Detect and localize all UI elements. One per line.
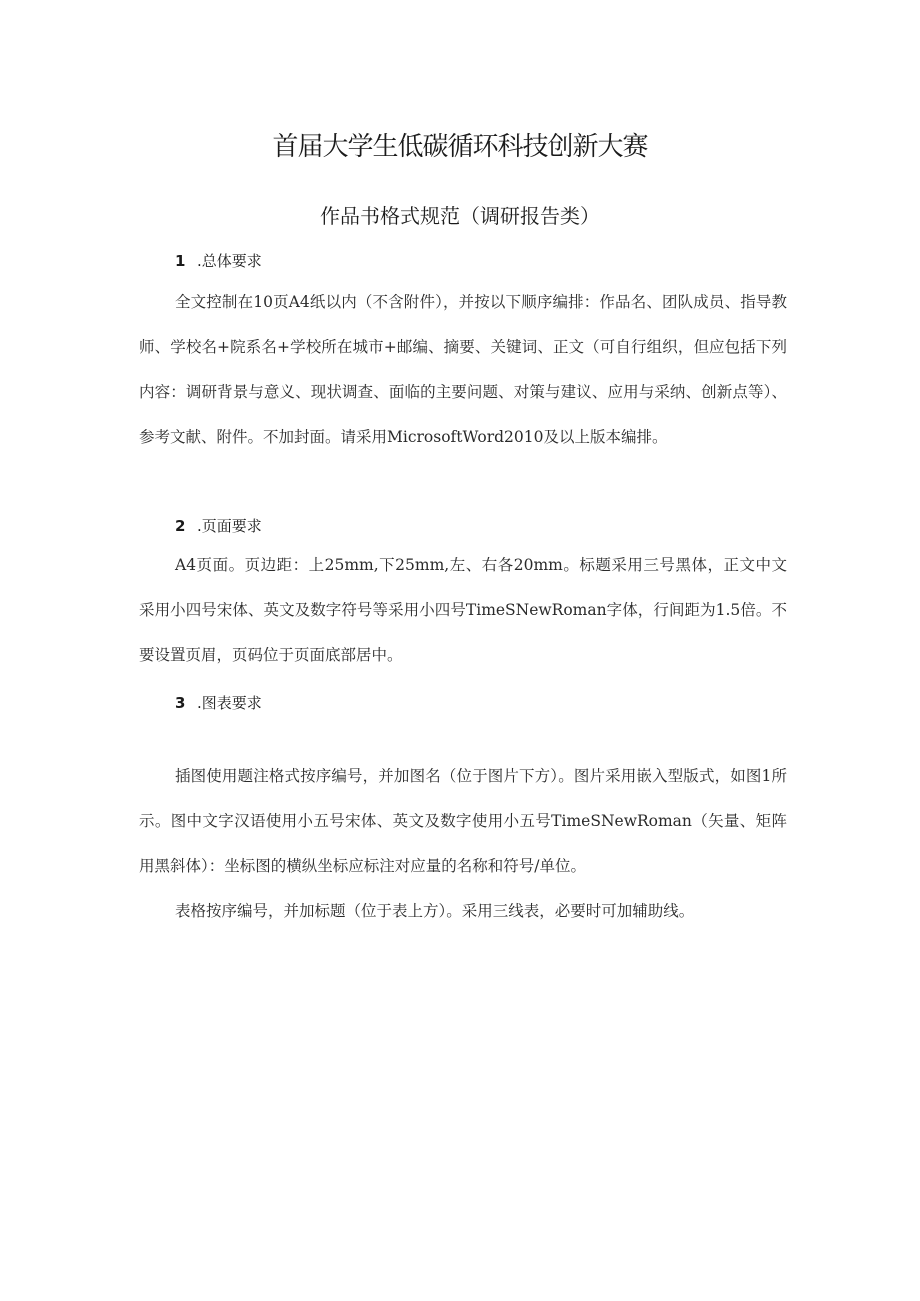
section-heading-page — [175, 515, 262, 536]
section-number: 1 — [175, 252, 186, 270]
section-paragraph: 插图使用题注格式按序编号，并加图名（位于图片下方）。图片采用嵌入型版式，如图1所示。图中文字汉语使用小五号宋体、英文及数字使用小五号TimeSNewRoman（矢量、矩阵用黑斜体）：坐标图的横纵坐标应标注对应量的名称和符号/单位。 — [139, 767, 787, 875]
section-paragraph: 全文控制在10页A4纸以内（不含附件），并按以下顺序编排：作品名、团队成员、指导教师、学校名+院系名+学校所在城市+邮编、摘要、关键词、正文（可自行组织，但应包括下列内容：调研背景与意义、现状调查、面临的主要问题、对策与建议、应用与采纳、创新点等）、参考文献、附件。不加封面。请采用MicrosoftWord2010及以上版本编排。 — [139, 293, 787, 446]
section-heading-text: .总体要求 — [197, 252, 262, 270]
section-heading-text: .页面要求 — [197, 517, 262, 535]
section-heading-text: .图表要求 — [197, 694, 262, 712]
section-paragraph: A4页面。页边距：上25mm,下25mm,左、右各20mm。标题采用三号黑体，正文中文采用小四号宋体、英文及数字符号等采用小四号TimeSNewRoman字体，行间距为1.5倍。不要设置页眉，页码位于页面底部居中。 — [139, 556, 787, 664]
section-number: 3 — [175, 694, 186, 712]
document-title: 首届大学生低碳循环科技创新大赛 — [272, 132, 648, 162]
document-subtitle: 作品书格式规范（调研报告类） — [320, 204, 600, 228]
section-number: 2 — [175, 517, 186, 535]
section-heading-figures — [175, 692, 262, 713]
section-paragraph: 表格按序编号，并加标题（位于表上方）。采用三线表，必要时可加辅助线。 — [175, 902, 695, 920]
section-heading-general — [175, 250, 262, 271]
